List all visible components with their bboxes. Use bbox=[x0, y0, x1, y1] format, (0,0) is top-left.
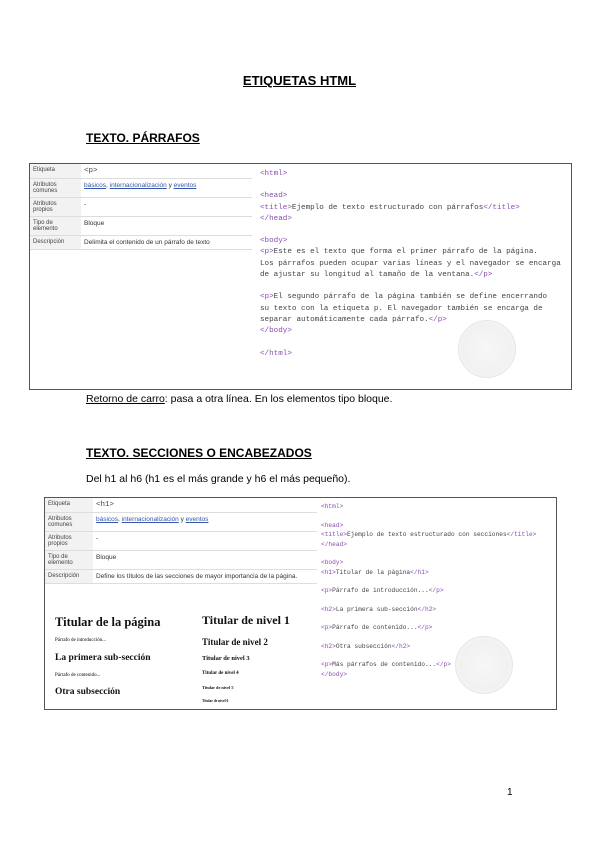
sep: y bbox=[178, 516, 186, 523]
row-label-atributos: Atributos comunes bbox=[30, 179, 81, 198]
link-basicos[interactable]: básicos bbox=[84, 182, 107, 189]
render-h6: Titular de nivel 6 bbox=[202, 699, 229, 703]
code-tag: </h2> bbox=[417, 605, 437, 613]
code-line: <body> bbox=[260, 237, 288, 246]
sep: , bbox=[118, 516, 122, 523]
code-line: </head> bbox=[260, 214, 292, 223]
row-label-propios: Atributos propios bbox=[45, 532, 93, 551]
code-example-paragraphs bbox=[260, 169, 561, 360]
descripcion-value: Delimita el contenido de un párrafo de texto bbox=[81, 236, 252, 250]
tipo-value: Bloque bbox=[93, 551, 317, 570]
code-tag: <p> bbox=[321, 661, 333, 668]
code-line: </body> bbox=[321, 670, 347, 678]
code-text: Párrafo de introducción... bbox=[332, 587, 429, 594]
sep: , bbox=[106, 182, 110, 189]
headings-intro: Del h1 al h6 (h1 es el más grande y h6 el más pequeño). bbox=[86, 473, 351, 485]
section-heading-paragraphs: TEXTO. PÁRRAFOS bbox=[86, 131, 200, 145]
headings-example-box bbox=[44, 497, 557, 710]
code-tag: </title> bbox=[506, 531, 537, 538]
code-text: Este es el texto que forma el primer párrafo de la página. bbox=[273, 248, 538, 257]
code-text: Párrafo de contenido... bbox=[332, 624, 418, 631]
row-label-tipo: Tipo de elemento bbox=[45, 551, 93, 570]
code-text: su texto con la etiqueta p. El navegador también se encarga de bbox=[260, 304, 543, 313]
code-tag: </p> bbox=[436, 661, 451, 668]
code-line: <html> bbox=[321, 503, 344, 510]
code-tag: <h2> bbox=[321, 642, 336, 650]
section-heading-headings: TEXTO. SECCIONES O ENCABEZADOS bbox=[86, 446, 312, 460]
note-label: Retorno de carro bbox=[86, 393, 165, 405]
render-h5: Titular de nivel 5 bbox=[202, 685, 234, 690]
code-text: Otra subsección bbox=[335, 642, 392, 650]
tag-value: <p> bbox=[81, 164, 252, 179]
propios-value: - bbox=[81, 198, 252, 217]
code-tag: <title> bbox=[321, 531, 347, 538]
code-tag: </p> bbox=[417, 624, 433, 631]
code-tag: <h1> bbox=[321, 568, 336, 576]
code-line: </html> bbox=[260, 349, 292, 358]
code-text: separar automáticamente cada párrafo. bbox=[260, 315, 429, 324]
code-line: <head> bbox=[321, 521, 344, 529]
code-tag: </p> bbox=[474, 271, 493, 280]
code-tag: <p> bbox=[260, 293, 274, 302]
render-h2: Titular de nivel 2 bbox=[202, 637, 268, 647]
render-p: Párrafo de contenido... bbox=[55, 673, 101, 678]
render-h3: Titular de nivel 3 bbox=[202, 655, 250, 662]
tag-value: <h1> bbox=[93, 498, 317, 513]
tipo-value: Bloque bbox=[81, 217, 252, 236]
code-tag: <p> bbox=[260, 248, 274, 257]
code-line: </head> bbox=[321, 540, 347, 548]
sep: y bbox=[166, 182, 174, 189]
code-text: Más párrafos de contenido... bbox=[332, 661, 437, 668]
link-internacionalizacion[interactable]: internacionalización bbox=[109, 182, 167, 189]
link-eventos[interactable]: eventos bbox=[185, 516, 209, 523]
code-tag: </p> bbox=[428, 315, 447, 324]
code-tag: <h2> bbox=[321, 605, 336, 613]
row-label-descripcion: Descripción bbox=[30, 236, 81, 250]
render-h1: Titular de la página bbox=[55, 615, 161, 629]
code-text: de ajustar su longitud al tamaño de la ventana. bbox=[260, 271, 475, 280]
row-label-propios: Atributos propios bbox=[30, 198, 81, 217]
render-p: Párrafo de introducción... bbox=[55, 638, 106, 643]
note-retorno-carro bbox=[86, 393, 392, 405]
code-tag: </title> bbox=[483, 203, 520, 212]
tag-info-table bbox=[30, 164, 252, 250]
code-line: </body> bbox=[260, 327, 292, 336]
code-text: Ejemplo de texto estructurado con párrafos bbox=[291, 203, 484, 212]
tag-info-table bbox=[45, 498, 317, 584]
code-tag: <p> bbox=[321, 624, 333, 631]
link-eventos[interactable]: eventos bbox=[173, 182, 197, 189]
row-label-etiqueta: Etiqueta bbox=[45, 498, 93, 513]
code-example-headings bbox=[321, 502, 536, 679]
descripcion-value: Define los títulos de las secciones de mayor importancia de la página. bbox=[93, 570, 317, 584]
note-text: : pasa a otra línea. En los elementos tipo bloque. bbox=[164, 393, 393, 405]
code-tag: </h1> bbox=[410, 568, 429, 576]
render-h1: Titular de nivel 1 bbox=[202, 613, 290, 627]
code-line: <body> bbox=[321, 559, 344, 566]
code-line: <html> bbox=[260, 170, 288, 178]
link-basicos[interactable]: básicos bbox=[96, 516, 119, 523]
code-text: Ejemplo de texto estructurado con secciones bbox=[347, 531, 507, 538]
render-h2: Otra subsección bbox=[55, 687, 121, 697]
code-text: Los párrafos pueden ocupar varias líneas y el navegador se encarga bbox=[260, 259, 561, 268]
code-text: La primera sub-sección bbox=[335, 605, 418, 613]
link-internacionalizacion[interactable]: internacionalización bbox=[121, 516, 179, 523]
render-h4: Titular de nivel 4 bbox=[202, 671, 239, 676]
code-tag: </p> bbox=[428, 587, 444, 594]
code-tag: <p> bbox=[321, 587, 333, 594]
row-label-tipo: Tipo de elemento bbox=[30, 217, 81, 236]
propios-value: - bbox=[93, 532, 317, 551]
render-h2: La primera sub-sección bbox=[55, 653, 151, 663]
code-text: Titular de la página bbox=[335, 568, 411, 576]
row-label-atributos: Atributos comunes bbox=[45, 513, 93, 532]
row-label-etiqueta: Etiqueta bbox=[30, 164, 81, 179]
code-line: <head> bbox=[260, 192, 288, 201]
row-label-descripcion: Descripción bbox=[45, 570, 93, 584]
paragraph-example-box bbox=[29, 163, 572, 390]
code-text: El segundo párrafo de la página también se define encerrando bbox=[273, 293, 548, 302]
code-tag: </h2> bbox=[391, 642, 411, 650]
code-tag: <title> bbox=[260, 203, 292, 212]
page-number: 1 bbox=[507, 787, 513, 798]
page-title: ETIQUETAS HTML bbox=[242, 73, 357, 88]
